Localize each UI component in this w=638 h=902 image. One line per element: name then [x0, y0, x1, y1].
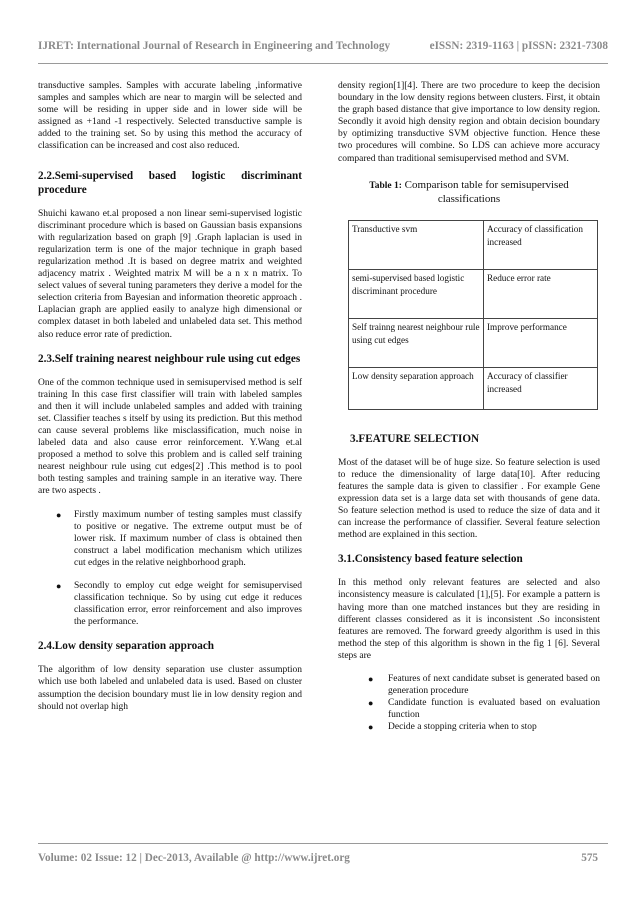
bullet-list	[338, 673, 600, 733]
header-rule	[38, 63, 608, 64]
page-number: 575	[581, 852, 598, 864]
page-footer	[38, 852, 598, 864]
volume-info: Volume: 02 Issue: 12 | Dec-2013, Available @ http://www.ijret.org	[38, 852, 350, 864]
list-item: ● Features of next candidate subset is generated based on generation procedure	[368, 673, 600, 697]
journal-name: IJRET: International Journal of Research in Engineering and Technology	[38, 40, 391, 52]
table-label: Table 1:	[369, 180, 402, 191]
paragraph: One of the common technique used in semisupervised method is self training In this case first classifier will train with labeled samples and then it will include unlabeled samples and added with training set. Classifier teaches s itself by using its prediction. But this method can cause several problems like misclassification, much noise in labeled data and also cause error reinforcement. Y.Wang et.al proposed a method to solve this problem and is called self training nearest neighbour rule using cut edges[2] .This method is to pool both testing samples and training sample in an iterative way. There are two aspects .	[38, 377, 302, 497]
section-heading-3: 3.FEATURE SELECTION	[350, 432, 480, 445]
left-column	[38, 80, 302, 713]
list-item: ● Secondly to employ cut edge weight for semisupervised classification technique. So by using cut edge it reduces classification error, error reinforcement and also improves the performance.	[56, 581, 302, 628]
section-heading-2-3: 2.3.Self training nearest neighbour rule using cut edges	[38, 352, 301, 365]
list-item: ● Firstly maximum number of testing samples must classify to positive or negative. The extreme output must be of lower risk. If maximum number of class is obtained then construct a label modification mechanism which utilizes cut edges in the relative neighborhood graph.	[56, 509, 302, 568]
table-row: semi-supervised based logistic discriminant procedure Reduce error rate	[349, 269, 598, 318]
issn-info: eISSN: 2319-1163 | pISSN: 2321-7308	[429, 40, 608, 52]
table-row: Self trainng nearest neighbour rule using cut edges Improve performance	[349, 318, 598, 367]
table-row: Transductive svm Accuracy of classification increased	[349, 220, 598, 269]
bullet-icon: ●	[368, 673, 374, 684]
section-heading-3-1: 3.1.Consistency based feature selection	[338, 553, 523, 566]
table-caption	[338, 179, 600, 206]
bullet-icon: ●	[56, 581, 62, 591]
list-item: ● Decide a stopping criteria when to stop	[368, 722, 537, 733]
bullet-list	[38, 509, 302, 629]
footer-rule	[38, 843, 608, 844]
section-heading-2-2: 2.2.Semi-supervised based logistic discriminant procedure	[38, 169, 302, 196]
paragraph: The algorithm of low density separation use cluster assumption which use both labeled and unlabeled data is used. Based on cluster assumption the decision boundary must lie in low density region and should not overlap high	[38, 665, 302, 712]
table-title: Comparison table for semisupervised classifications	[404, 178, 569, 205]
page-header	[38, 40, 608, 52]
paragraph: Most of the dataset will be of huge size. So feature selection is used to reduce the dimensionality of large data[10]. After reducing features the sample data is given to classifier . For example Gene expression data set is a large data set with thousands of gene data. So feature selection method is used to reduce the size of data and it can increase the performance of classifier. Several feature selection method are explained in this section.	[338, 457, 600, 541]
comparison-table	[348, 220, 598, 410]
bullet-icon: ●	[368, 722, 374, 733]
paragraph: transductive samples. Samples with accurate labeling ,informative samples and samples which are near to margin will be selected and some will be residing in upper side and in lower side will be assigned as +1and -1 respectively. Selected transductive sample is added to the training set. So by using this method the accuracy of classification can be increased and cost also reduced.	[38, 81, 302, 152]
section-heading-2-4: 2.4.Low density separation approach	[38, 640, 215, 653]
bullet-icon: ●	[368, 698, 374, 709]
paragraph: density region[1][4]. There are two procedure to keep the decision boundary in the low density regions between clusters. First, it obtain the graph based distance that give importance to low density region. Secondly it avoid high density region and obtain decision boundary by optimizing transductive SVM objective function. Hence these two procedures will combine. So LDS can achieve more accuracy compared than traditional semisupervised method and SVM.	[338, 81, 600, 164]
bullet-icon: ●	[56, 509, 62, 520]
list-item: ● Candidate function is evaluated based on evaluation function	[368, 698, 600, 721]
paragraph: In this method only relevant features are selected and also inconsistency measure is calculated [1],[5]. For example a pattern is having more than one matched instances but they are residing in different classes considered as it is inconsistent .So inconsistent features are removed. The forward greedy algorithm is used in this method the step of this algorithm is shown in the fig 1 [6]. Several steps are	[338, 578, 600, 661]
right-column	[338, 80, 600, 733]
table-row: Low density separation approach Accuracy of classifier increased	[349, 367, 598, 409]
paragraph: Shuichi kawano et.al proposed a non linear semi-supervised logistic discriminant procedure which is based on Gaussian basis expansions with regularization based on graph [9] .Graph laplacian is used in regularization term is one of the major technique in graph based regularization method .It is based on degree matrix and weighted adjacency matrix . Weighted matrix M will be a n x n matrix. To select values of several tuning parameters they derive a model for the selection criteria from Bayesian and information theoretic approach . Laplacian graph are applied easily to analyze high dimensional or complex dataset in both labeled and unlabeled data set. This method also reduce error rate of prediction.	[38, 208, 302, 340]
